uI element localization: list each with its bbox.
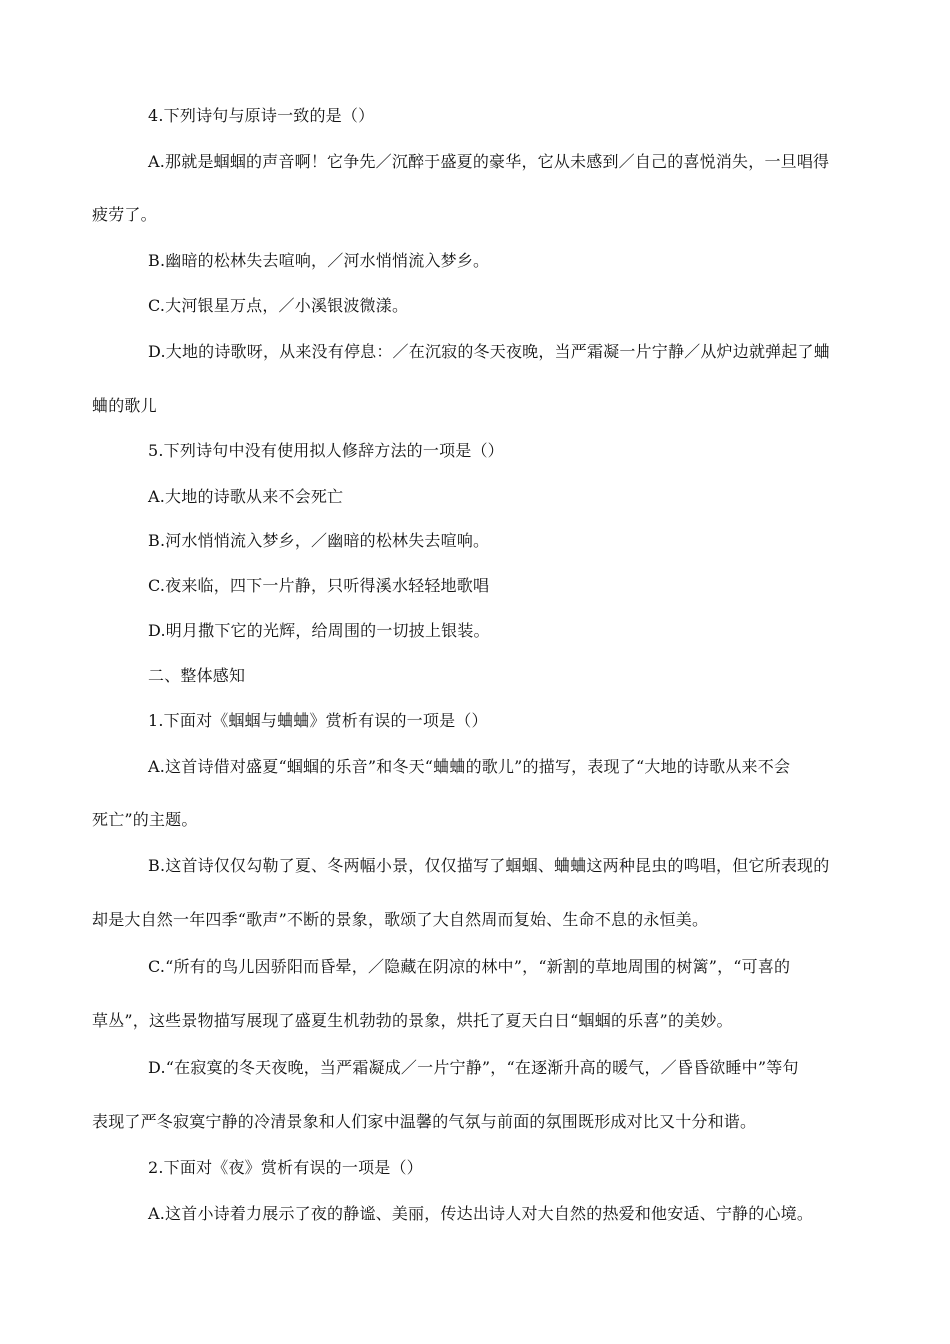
p2q2-option-a: A.这首小诗着力展示了夜的静谧、美丽，传达出诗人对大自然的热爱和他安适、宁静的心境。 [148,1204,814,1223]
p2q1-option-d-line-1: D.“在寂寞的冬天夜晚，当严霜凝成／一片宁静”，“在逐渐升高的暖气，／昏昏欲睡中”等句 [148,1058,799,1077]
q4-option-d-line-1: D.大地的诗歌呀，从来没有停息：／在沉寂的冬天夜晚，当严霜凝一片宁静／从炉边就弹起了蛐 [148,342,830,361]
p2q1-option-d-line-2: 表现了严冬寂寞宁静的冷清景象和人们家中温馨的气氛与前面的氛围既形成对比又十分和谐。 [92,1112,757,1131]
p2q1-option-c-line-2: 草丛”，这些景物描写展现了盛夏生机勃勃的景象，烘托了夏天白日“蝈蝈的乐喜”的美妙。 [92,1011,733,1030]
q4-option-a-line-1: A.那就是蝈蝈的声音啊！它争先／沉醉于盛夏的豪华，它从未感到／自己的喜悦消失，一旦唱得 [148,152,830,171]
q4-option-a-line-2: 疲劳了。 [92,205,157,224]
question-5: 5.下列诗句中没有使用拟人修辞方法的一项是（） [148,441,504,460]
section-heading: 二、整体感知 [148,666,246,685]
q5-option-d: D.明月撒下它的光辉，给周围的一切披上银装。 [148,621,490,640]
p2q1-option-b-line-2: 却是大自然一年四季“歌声”不断的景象，歌颂了大自然周而复始、生命不息的永恒美。 [92,910,709,929]
q5-option-c: C.夜来临，四下一片静，只听得溪水轻轻地歌唱 [148,576,490,595]
p2q1-option-b-line-1: B.这首诗仅仅勾勒了夏、冬两幅小景，仅仅描写了蝈蝈、蛐蛐这两种昆虫的鸣唱，但它所表现的 [148,856,830,875]
q4-option-b: B.幽暗的松林失去喧响，／河水悄悄流入梦乡。 [148,251,490,270]
q5-option-b: B.河水悄悄流入梦乡，／幽暗的松林失去喧响。 [148,531,490,550]
part2-question-2: 2.下面对《夜》赏析有误的一项是（） [148,1158,423,1177]
q4-option-d-line-2: 蛐的歌儿 [92,396,157,415]
p2q1-option-a-line-2: 死亡”的主题。 [92,810,198,829]
part2-question-1: 1.下面对《蝈蝈与蛐蛐》赏析有误的一项是（） [148,711,488,730]
question-4: 4.下列诗句与原诗一致的是（） [148,106,375,125]
q5-option-a: A.大地的诗歌从来不会死亡 [148,487,344,506]
p2q1-option-c-line-1: C.“所有的鸟儿因骄阳而昏晕，／隐藏在阴凉的林中”，“新割的草地周围的树篱”，“可喜的 [148,957,791,976]
q4-option-c: C.大河银星万点，／小溪银波微漾。 [148,296,409,315]
p2q1-option-a-line-1: A.这首诗借对盛夏“蝈蝈的乐音”和冬天“蛐蛐的歌儿”的描写，表现了“大地的诗歌从来不会 [148,757,791,776]
